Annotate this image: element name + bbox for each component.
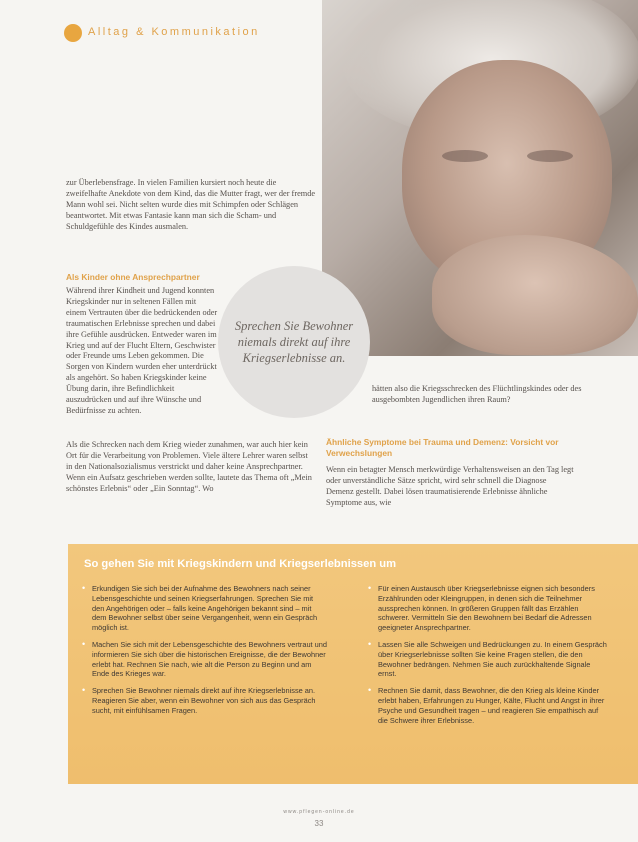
tip-item: • Erkundigen Sie sich bei der Aufnahme des Bewohners nach seiner Lebensgeschichte und seinen Kriegserfahrungen. Sprechen Sie mit den Angehörigen oder – falls keine Angehörigen bekannt sind – mit dem Bewohner selbst über seine Vergangenheit, wenn ein Gespräch möglich ist. <box>82 584 327 633</box>
article-text-continuation <box>372 384 582 406</box>
article-text-children <box>66 286 218 417</box>
tips-box <box>68 544 638 784</box>
paragraph: hätten also die Kriegsschrecken des Flüchtlingskindes oder des ausgebombten Jugendlichen ihren Raum? <box>372 384 582 404</box>
tips-title: So gehen Sie mit Kriegskindern und Kriegserlebnissen um <box>84 558 397 570</box>
photo-eye-right <box>527 150 573 162</box>
tips-list-right <box>368 584 608 732</box>
pull-quote-circle <box>218 266 370 418</box>
header-dot-icon <box>64 24 82 42</box>
page-number: 33 <box>314 819 324 828</box>
elderly-woman-photo <box>322 0 638 356</box>
tip-item: • Lassen Sie alle Schweigen und Bedrückungen zu. In einem Gespräch über Kriegserlebnisse sollten Sie keine Fragen stellen, die den Bewohner bedrängen. Nehmen Sie auch zurückhaltende Signale ernst. <box>368 640 608 679</box>
article-text-dementia <box>326 465 576 509</box>
tip-item: • Rechnen Sie damit, dass Bewohner, die den Krieg als kleine Kinder erlebt haben, Erfahrungen zu Hunger, Kälte, Flucht und Angst in ihrer Psyche und Gesundheit tragen – und reagieren Sie empathisch auf die Schwere ihrer Erlebnisse. <box>368 686 608 725</box>
tip-item: • Sprechen Sie Bewohner niemals direkt auf ihre Kriegserlebnisse an. Reagieren Sie aber, wenn ein Bewohner von sich aus das Gespräch sucht, mit einfühlsamen Fragen. <box>82 686 327 715</box>
photo-hands <box>432 235 638 355</box>
paragraph: Während ihrer Kindheit und Jugend konnten Kriegskinder nur in seltenen Fällen mit einem Vertrauten über die bedrückenden oder traumatischen Erlebnisse sprechen und dabei ihre Gefühle ausdrücken. Entweder waren im Krieg und auf der Flucht Eltern, Geschwister oder Freunde ums Leben gekommen. Die Sorgen von Kindern wurden eher unterdrückt als angehört. So haben Kriegskinder keine Übung darin, ihre Befindlichkeit auszudrücken und auf ihre Wünsche und Bedürfnisse zu achten. <box>66 286 218 415</box>
section-header: Alltag & Kommunikation <box>88 26 260 38</box>
article-text-intro <box>66 178 318 233</box>
footer-url: www.pflegen-online.de <box>283 809 355 815</box>
paragraph: Als die Schrecken nach dem Krieg wieder zunahmen, war auch hier kein Ort für die Verarbeitung von Problemen. Viele ältere Lehrer waren selbst in den Nationalsozialismus verstrickt und daher keine Ansprechpartner. Wenn ein Aufsatz geschrieben werden sollte, lautete das Thema oft „Mein schönstes Erlebnis“ oder „Ein Sonntag“. Wo <box>66 440 312 493</box>
photo-eye-left <box>442 150 488 162</box>
subheading-children: Als Kinder ohne Ansprechpartner <box>66 272 200 282</box>
subheading-dementia: Ähnliche Symptome bei Trauma und Demenz: Vorsicht vor Verwechslungen <box>326 437 559 458</box>
tip-item: • Für einen Austausch über Kriegserlebnisse eignen sich besonders Erzählrunden oder Kleingruppen, in denen sich die Teilnehmer aussprechen können. In größeren Gruppen fällt das Erzählen schwerer. Vermitteln Sie den Bewohnern bei Bedarf die Adressen geeigneter Ansprechpartner. <box>368 584 608 633</box>
pull-quote-text: Sprechen Sie Bewohner niemals direkt auf ihre Kriegserlebnisse an. <box>234 319 354 365</box>
tip-item: • Machen Sie sich mit der Lebensgeschichte des Bewohners vertraut und informieren Sie sich über die historischen Ereignisse, die der Bewohner erlebt hat. Rechnen Sie nach, wie alt die Person zu Beginn und am Ende des Krieges war. <box>82 640 327 679</box>
article-text-school <box>66 440 312 495</box>
paragraph: zur Überlebensfrage. In vielen Familien kursiert noch heute die zweifelhafte Anekdote von dem Kind, das die Mutter fragt, wer der fremde Mann wohl sei. Nicht selten wurde dies mit Schimpfen oder Schlägen beantwortet. Mit etwas Fantasie kann man sich die Scham- und Schuldgefühle des Kindes ausmalen. <box>66 178 316 231</box>
tips-list-left <box>82 584 327 723</box>
paragraph: Wenn ein betagter Mensch merkwürdige Verhaltensweisen an den Tag legt oder unverständliche Sätze spricht, wird sehr schnell die Diagnose Demenz gestellt. Dabei lösen traumatisierende Erlebnisse ähnliche Symptome aus, wie <box>326 465 574 507</box>
